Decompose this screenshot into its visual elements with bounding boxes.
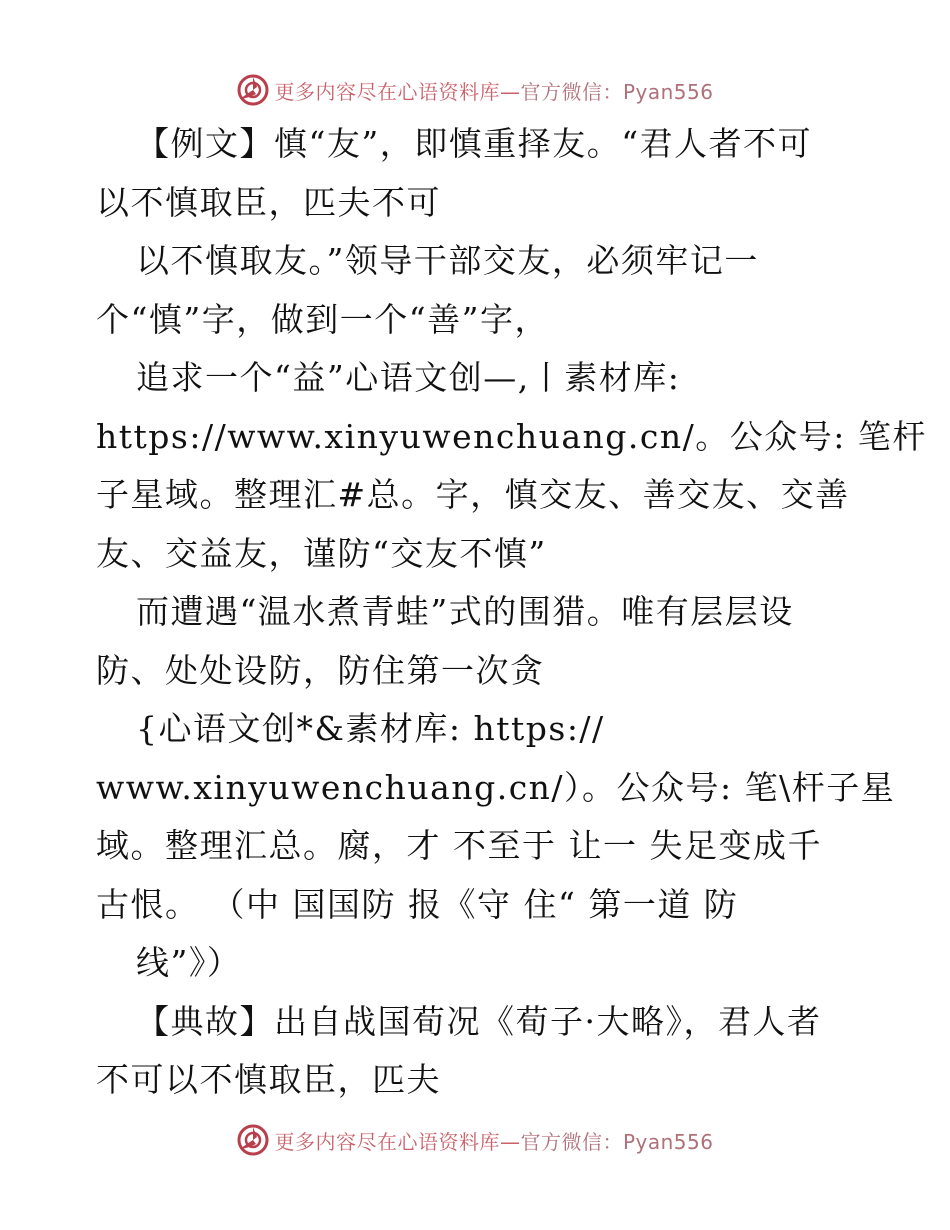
text-line-15: 线”》） <box>136 943 242 982</box>
footer-banner-slogan: 更多内容尽在心语资料库— <box>274 1129 521 1154</box>
text-line-4: 个“慎”字，做到一个“善”字， <box>96 299 549 339</box>
text-line-11: {心语文创*&素材库: https:// <box>136 709 605 748</box>
text-line-8: 友、交益友，谨防“交友不慎” <box>96 533 547 573</box>
footer-banner <box>0 1120 950 1160</box>
text-line-17: 不可以不慎取臣，匹夫 <box>96 1060 441 1099</box>
text-line-16: 【典故】出自战国荀况《荀子·大略》，君人者 <box>136 1001 822 1041</box>
text-line-2: 以不慎取臣，匹夫不可 <box>96 182 441 222</box>
text-line-5: 追求一个“益”心语文创—,丨素材库: <box>136 358 681 397</box>
footer-banner-wechat: 官方微信：Pyan556 <box>520 1129 714 1154</box>
text-line-12: www.xinyuwenchuang.cn/）。公众号: 笔\杆子星 <box>96 767 896 807</box>
footer-banner-text <box>274 1126 713 1155</box>
header-banner-wechat: 官方微信：Pyan556 <box>520 79 714 104</box>
text-line-13: 域。整理汇总。腐，才 不至于 让一 失足变成千 <box>96 826 822 865</box>
text-line-3: 以不慎取友。”领导干部交友，必须牢记一 <box>136 241 759 280</box>
brand-logo-icon <box>236 73 270 107</box>
header-banner-slogan: 更多内容尽在心语资料库— <box>274 79 521 104</box>
text-line-9: 而遭遇“温水煮青蛙”式的围猎。唯有层层设 <box>136 592 794 631</box>
text-line-14: 古恨。 （中 国国防 报《守 住“ 第一道 防 <box>96 884 739 924</box>
text-line-10: 防、处处设防，防住第一次贪 <box>96 650 545 690</box>
text-line-6: https://www.xinyuwenchuang.cn/。公众号: 笔杆 <box>96 416 927 456</box>
header-banner <box>0 70 950 110</box>
text-line-1: 【例文】慎“友”，即慎重择友。“君人者不可 <box>136 124 813 163</box>
text-line-7: 子星域。整理汇#总。字，慎交友、善交友、交善 <box>96 475 850 514</box>
brand-logo-icon <box>236 1123 270 1157</box>
header-banner-text <box>274 76 713 105</box>
document-body <box>96 115 927 1110</box>
